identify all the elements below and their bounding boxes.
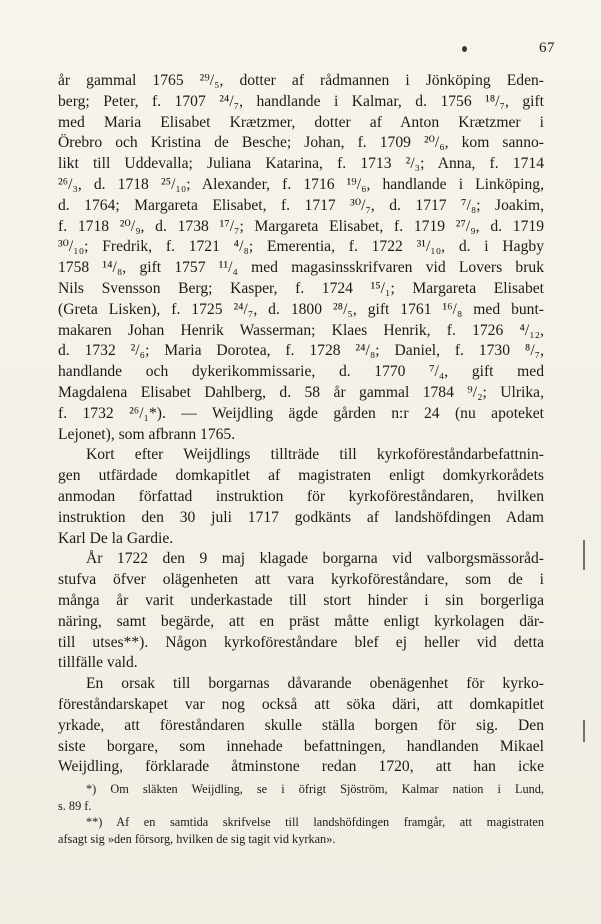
body-text-line: ³⁰/₁₀; Fredrik, f. 1721 ⁴/₈; Emerentia, f. 1722 ³¹/₁₀, d. i Hagby — [58, 238, 544, 256]
footnote-line: *) Om släkten Weijdling, se i öfrigt Sjöström, Kalmar nation i Lund, — [86, 782, 544, 796]
body-text-line: föreståndarskapet var nog också att söka däri, att domkapitlet — [58, 695, 544, 713]
body-text-line: f. 1718 ²⁰/₉, d. 1738 ¹⁷/₇; Margareta Elisabet, f. 1719 ²⁷/₉, d. 1719 — [58, 217, 544, 235]
body-text-line: år gammal 1765 ²⁹/₅, dotter af rådmannen i Jönköping Eden- — [58, 72, 544, 89]
body-text-line: makaren Johan Henrik Wasserman; Klaes Henrik, f. 1726 ⁴/₁₂, — [58, 321, 544, 339]
body-text-line: f. 1732 ²⁶/₁*). — Weijdling ägde gården n:r 24 (nu apoteket — [58, 404, 544, 422]
body-text-line: Weijdling, förklarade åtminstone redan 1720, att han icke — [58, 758, 544, 776]
page-number: 67 — [539, 40, 555, 56]
body-text-line: instruktion den 30 juli 1717 godkänts af landshöfdingen Adam — [58, 508, 544, 526]
body-text-line: siste borgare, som innehade befattningen, handlanden Mikael — [58, 737, 544, 755]
body-text-line: näring, samt begärde, att en präst måtte enligt kyrkolagen där- — [58, 612, 544, 630]
ink-speck — [462, 46, 467, 52]
body-text-line: Lejonet), som afbrann 1765. — [58, 425, 236, 443]
body-text-line: tillfälle vald. — [58, 654, 138, 672]
body-text-line: Örebro och Kristina de Besche; Johan, f. 1709 ²⁰/₆, kom sanno- — [58, 134, 544, 152]
body-text-line: stufva öfver olägenheten att vara kyrkoföreståndare, som de i — [58, 571, 544, 589]
body-text-line: En orsak till borgarnas dåvarande obenägenhet för kyrko- — [86, 675, 544, 693]
body-text-line: Kort efter Weijdlings tillträde till kyrkoföreståndarbefattnin- — [86, 446, 544, 464]
page-edge-mark — [583, 720, 585, 742]
body-text-line: År 1722 den 9 maj klagade borgarna vid valborgsmässoråd- — [86, 550, 544, 568]
body-text-line: 1758 ¹⁴/₈, gift 1757 ¹¹/₄ med magasinsskrifvaren vid Lovers bruk — [58, 259, 544, 277]
body-text-line: Nils Svensson Berg; Kasper, f. 1724 ¹⁵/₁; Margareta Elisabet — [58, 279, 544, 297]
body-text-line: till utses**). Någon kyrkoföreståndare blef ej heller vid detta — [58, 633, 544, 651]
footnote-line: **) Af en samtida skrifvelse till landshöfdingen framgår, att magistraten — [86, 815, 544, 830]
body-text-line: berg; Peter, f. 1707 ²⁴/₇, handlande i Kalmar, d. 1756 ¹⁸/₇, gift — [58, 92, 544, 110]
footnote-line: s. 89 f. — [58, 798, 92, 813]
body-text-line: likt till Uddevalla; Juliana Katarina, f. 1713 ²/₃; Anna, f. 1714 — [58, 155, 544, 173]
body-text-line: d. 1732 ²/₆; Maria Dorotea, f. 1728 ²⁴/₈; Daniel, f. 1730 ⁸/₇, — [58, 342, 544, 360]
body-text-line: handlande och dykerikommissarie, d. 1770 ⁷/₄, gift med — [58, 363, 544, 381]
body-text-line: gen utfärdade domkapitlet af magistraten enligt domkyrkorådets — [58, 467, 544, 485]
body-text-line: d. 1764; Margareta Elisabet, f. 1717 ³⁰/₇, d. 1717 ⁷/₈; Joakim, — [58, 196, 544, 214]
body-text-line: Magdalena Elisabet Dahlberg, d. 58 år gammal 1784 ⁹/₂; Ulrika, — [58, 383, 544, 401]
body-text-line: anmodan författad instruktion för kyrkoföreståndaren, hvilken — [58, 487, 544, 505]
body-text-line: yrkade, att föreståndaren skulle ställa borgen för sig. Den — [58, 716, 544, 734]
page-edge-mark — [583, 540, 585, 570]
footnote-line: afsagt sig »den försorg, hvilken de sig tagit vid kyrkan». — [58, 831, 336, 846]
body-text — [58, 71, 544, 778]
body-text-line: ²⁶/₃, d. 1718 ²⁵/₁₀; Alexander, f. 1716 ¹⁹/₆, handlande i Linköping, — [58, 175, 544, 193]
body-text-line: många år varit underkastade till stort hinder i sin borgerliga — [58, 591, 544, 609]
footnotes — [58, 781, 544, 847]
body-text-line: (Greta Lisken), f. 1725 ²⁴/₇, d. 1800 ²⁸/₅, gift 1761 ¹⁶/₈ med bunt- — [58, 300, 544, 318]
body-text-line: Karl De la Gardie. — [58, 529, 174, 547]
body-text-line: med Maria Elisabet Krætzmer, dotter af Anton Krætzmer i — [58, 113, 544, 131]
